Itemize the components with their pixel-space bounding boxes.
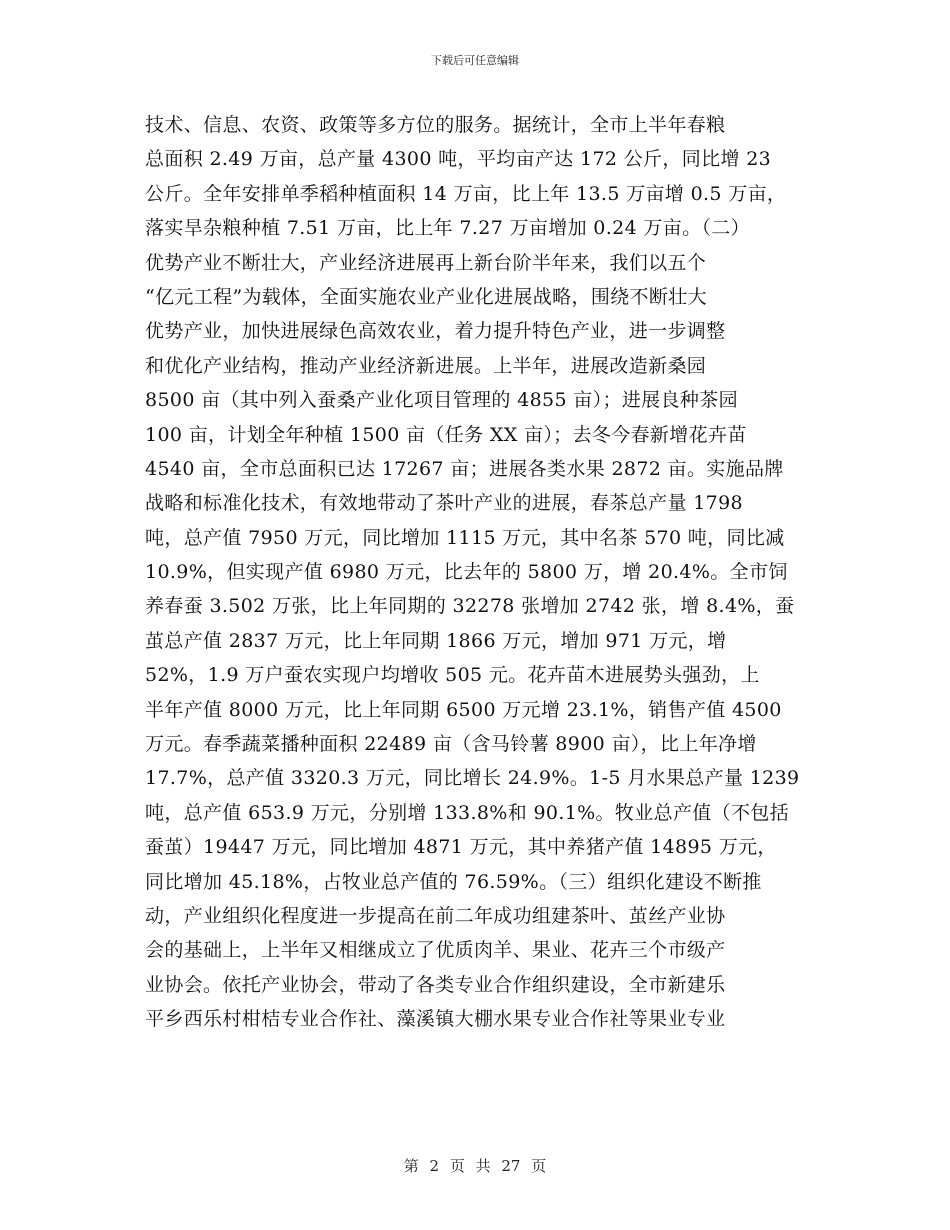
text-line: 吨，总产值 653.9 万元，分别增 133.8%和 90.1%。牧业总产值（不包括: [145, 801, 790, 824]
text-line: 优势产业，加快进展绿色高效农业，着力提升特色产业，进一步调整: [145, 320, 726, 343]
text-line: 52%，1.9 万户蚕农实现户均增收 505 元。花卉苗木进展势头强劲，上: [145, 664, 760, 687]
text-line: 和优化产业结构，推动产业经济新进展。上半年，进展改造新桑园: [145, 354, 707, 377]
text-line: 平乡西乐村柑桔专业合作社、藻溪镇大棚水果专业合作社等果业专业: [145, 1008, 726, 1031]
text-line: 蚕茧）19447 万元，同比增加 4871 万元，其中养猪产值 14895 万元，: [145, 836, 777, 859]
text-line: 4540 亩，全市总面积已达 17267 亩；进展各类水果 2872 亩。实施品牌: [145, 457, 784, 480]
text-line: 万元。春季蔬菜播种面积 22489 亩（含马铃薯 8900 亩），比上年净增: [145, 733, 757, 756]
text-line: 业协会。依托产业协会，带动了各类专业合作组织建设，全市新建乐: [145, 973, 726, 996]
text-line: 动，产业组织化程度进一步提高在前二年成功组建茶叶、茧丝产业协: [145, 904, 726, 927]
text-line: 8500 亩（其中列入蚕桑产业化项目管理的 4855 亩）；进展良种茶园: [145, 389, 738, 412]
text-line: 总面积 2.49 万亩，总产量 4300 吨，平均亩产达 172 公斤，同比增 23: [145, 148, 772, 171]
text-line: 养春蚕 3.502 万张，比上年同期的 32278 张增加 2742 张，增 8.4%，蚕: [145, 595, 795, 618]
text-line: 半年产值 8000 万元，比上年同期 6500 万元增 23.1%，销售产值 4500: [145, 698, 782, 721]
text-line: 吨，总产值 7950 万元，同比增加 1115 万元，其中名茶 570 吨，同比减: [145, 526, 785, 549]
text-line: 优势产业不断壮大，产业经济进展再上新台阶半年来，我们以五个: [145, 251, 707, 274]
text-line: 茧总产值 2837 万元，比上年同期 1866 万元，增加 971 万元，增: [145, 629, 727, 652]
page-number-footer: 第 2 页 共 27 页: [403, 1157, 547, 1175]
text-line: 技术、信息、农资、政策等多方位的服务。据统计，全市上半年春粮: [145, 114, 726, 136]
text-line: 10.9%，但实现产值 6980 万元，比去年的 5800 万，增 20.4%。全市饲: [145, 561, 788, 584]
text-line: 17.7%，总产值 3320.3 万元，同比增长 24.9%。1-5 月水果总产量 1239: [145, 767, 800, 790]
text-line: 会的基础上，上半年又相继成立了优质肉羊、果业、花卉三个市级产: [145, 939, 726, 962]
text-line: 100 亩，计划全年种植 1500 亩（任务 XX 亩）；去冬今春新增花卉苗: [145, 423, 747, 446]
text-line: 落实旱杂粮种植 7.51 万亩，比上年 7.27 万亩增加 0.24 万亩。（二）: [145, 217, 751, 240]
text-line: 战略和标准化技术，有效地带动了茶叶产业的进展，春茶总产量 1798: [145, 492, 743, 515]
page-header-note: 下载后可任意编辑: [431, 54, 519, 67]
document-body: [145, 108, 815, 1037]
text-line: 同比增加 45.18%，占牧业总产值的 76.59%。（三）组织化建设不断推: [145, 870, 762, 893]
text-line: 公斤。全年安排单季稻种植面积 14 万亩，比上年 13.5 万亩增 0.5 万亩，: [145, 182, 787, 205]
text-line: “亿元工程”为载体，全面实施农业产业化进展战略，围绕不断壮大: [145, 285, 707, 308]
